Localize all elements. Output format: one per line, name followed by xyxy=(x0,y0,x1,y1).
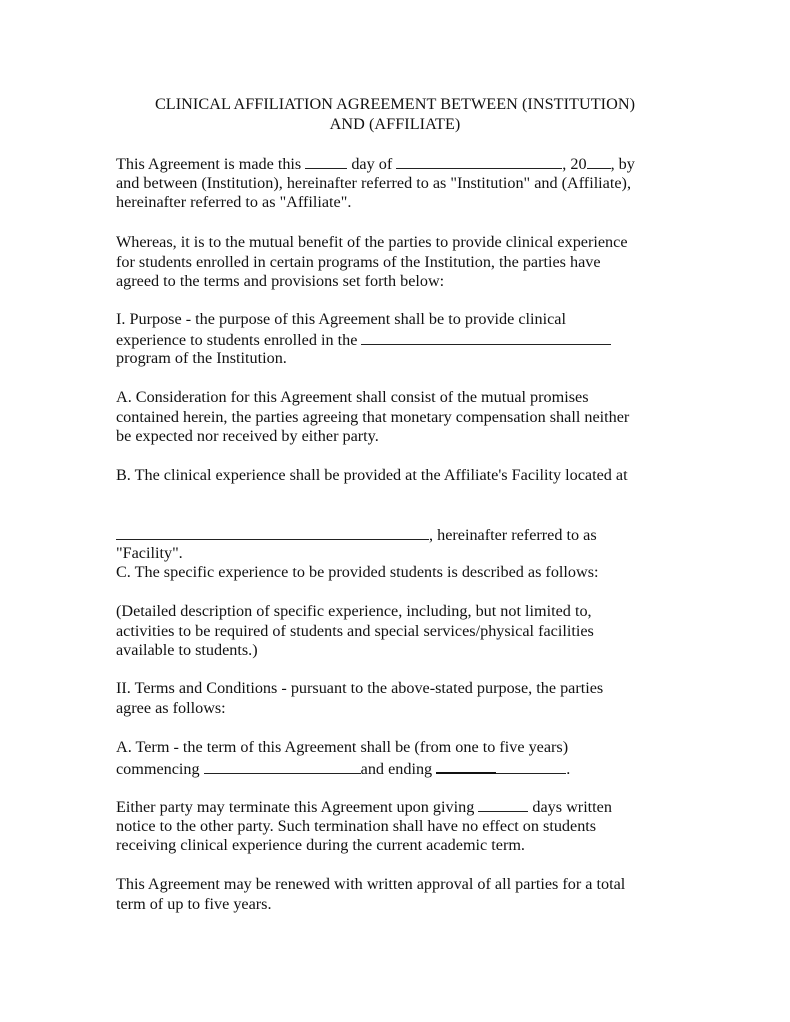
consideration-paragraph: A. Consideration for this Agreement shall consist of the mutual promises contained herein, the parties agreeing that monetary compensation shall neither be expected nor received by either party. xyxy=(116,388,630,445)
renewal-paragraph: This Agreement may be renewed with written approval of all parties for a total term of up to five years. xyxy=(116,875,626,913)
page-title xyxy=(0,95,790,134)
year-blank[interactable] xyxy=(587,154,611,169)
purpose-paragraph: I. Purpose - the purpose of this Agreement shall be to provide clinical experience to students enrolled in the program of the Institution. xyxy=(116,310,716,369)
ending-date-blank-ext[interactable] xyxy=(496,759,566,774)
detail-paragraph: (Detailed description of specific experience, including, but not limited to, activities to be required of students and special services/physical facilities available to students.) xyxy=(116,602,594,659)
terms-paragraph: II. Terms and Conditions - pursuant to the above-stated purpose, the parties agree as follows: xyxy=(116,679,604,717)
notice-days-blank[interactable] xyxy=(478,797,528,812)
title-line-2: AND (AFFILIATE) xyxy=(329,114,461,133)
experience-heading: C. The specific experience to be provided students is described as follows: xyxy=(116,563,599,581)
whereas-paragraph: Whereas, it is to the mutual benefit of the parties to provide clinical experience for students enrolled in certain programs of the Institution, the parties have agreed to the terms and provisions set forth below: xyxy=(116,233,628,290)
program-blank[interactable] xyxy=(361,330,611,345)
intro-paragraph: This Agreement is made this day of , 20 , by and between (Institution), hereinafter referred to as "Institution" and (Affiliate), hereinafter referred to as "Affiliate". xyxy=(116,155,635,211)
facility-address-blank[interactable] xyxy=(116,525,429,540)
month-blank[interactable] xyxy=(396,154,562,169)
day-blank[interactable] xyxy=(305,154,347,169)
facility-paragraph: B. The clinical experience shall be provided at the Affiliate's Facility located at , hereinafter referred to as "Facility". xyxy=(116,466,628,562)
termination-paragraph: Either party may terminate this Agreement upon giving days written notice to the other party. Such termination shall have no effect on students receiving clinical experience during the current academic term. xyxy=(116,798,612,854)
ending-date-blank[interactable] xyxy=(436,758,496,774)
title-line-1: CLINICAL AFFILIATION AGREEMENT BETWEEN (INSTITUTION) xyxy=(154,95,636,113)
term-paragraph: A. Term - the term of this Agreement shall be (from one to five years) commencing and ending . xyxy=(116,738,571,778)
commencing-date-blank[interactable] xyxy=(204,759,361,774)
